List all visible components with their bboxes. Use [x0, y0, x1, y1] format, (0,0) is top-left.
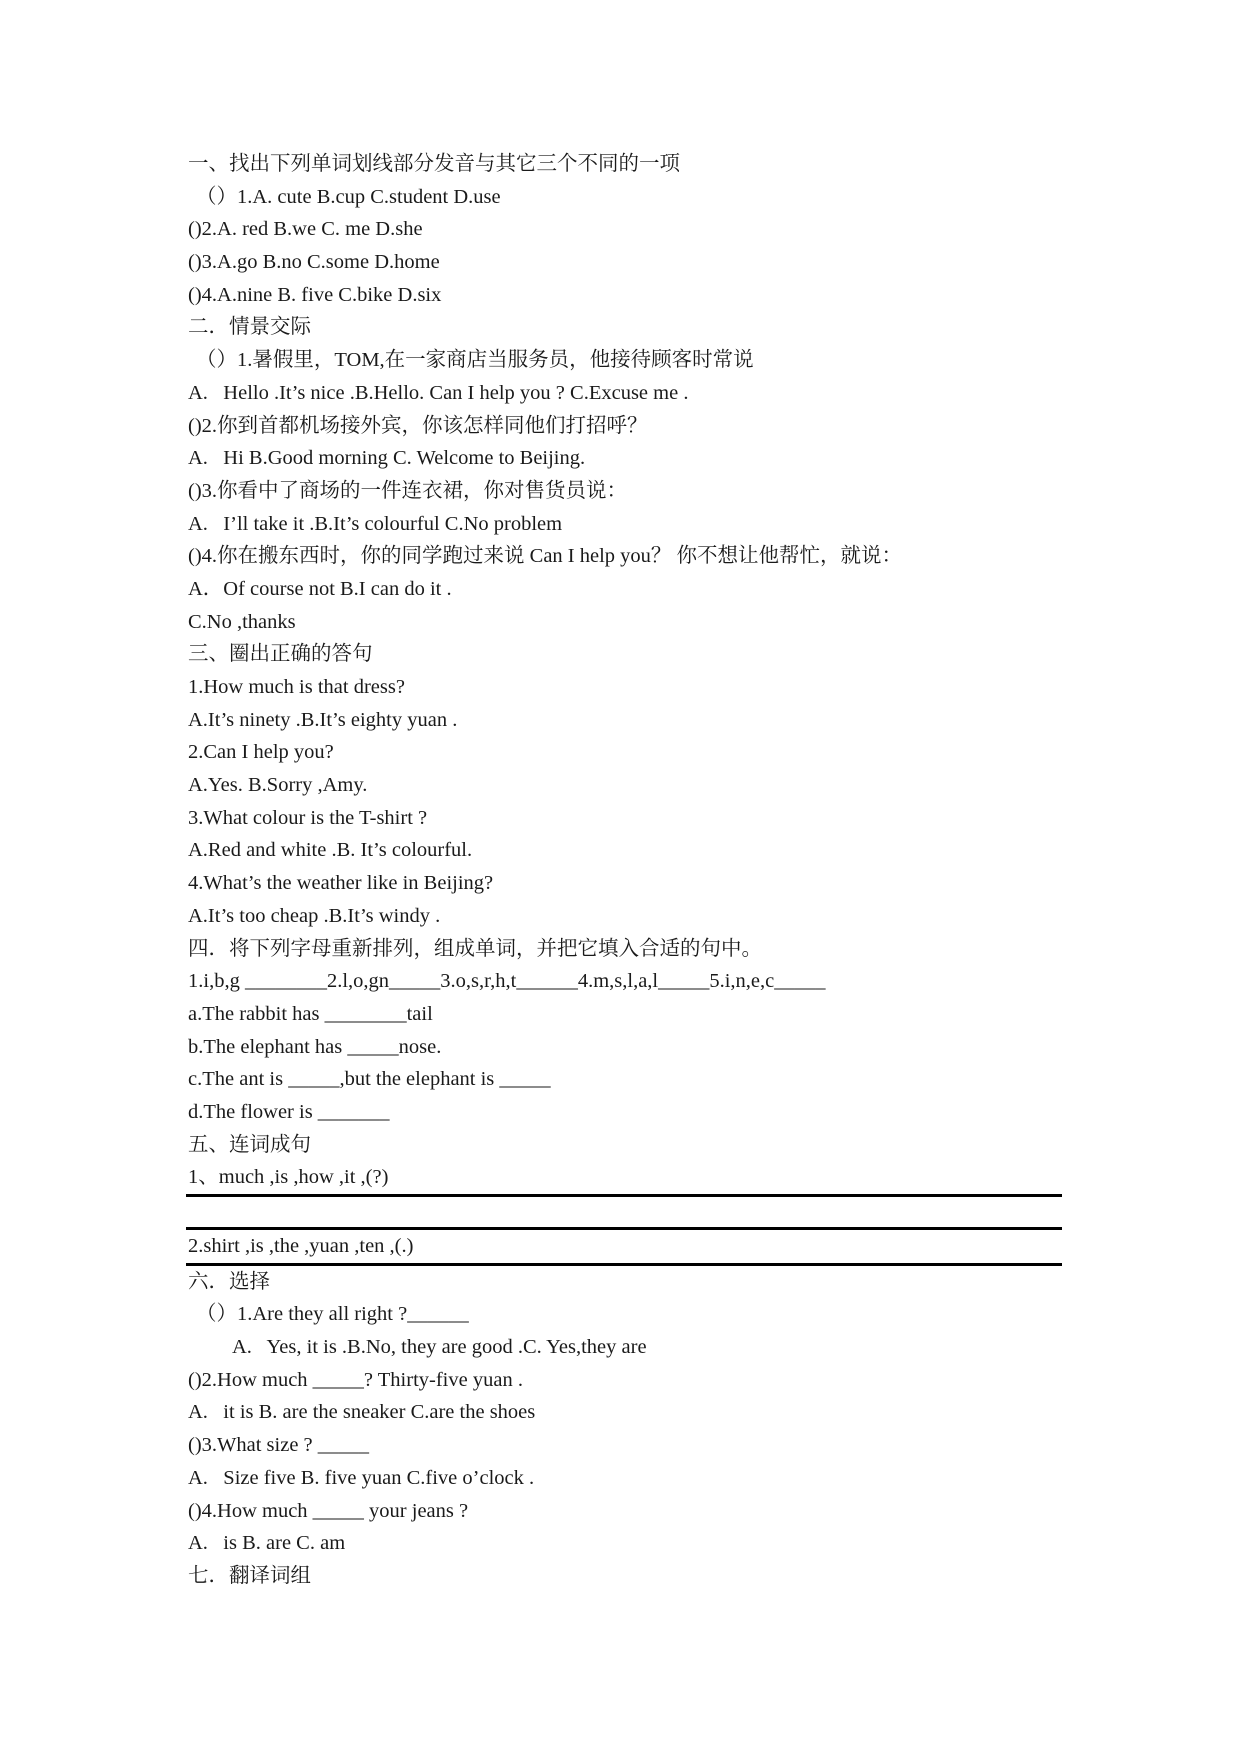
option-line: A.It’s too cheap .B.It’s windy . [188, 904, 441, 927]
question-line: ()3.A.go B.no C.some D.home [188, 251, 440, 274]
question-line: ()4.你在搬东西时，你的同学跑过来说 Can I help you？ 你不想让他帮忙，就说： [188, 545, 903, 568]
worksheet [188, 148, 1068, 1593]
section-5-title: 五、连词成句 [188, 1133, 311, 1156]
fill-blank-sentence: d.The flower is _______ [188, 1100, 390, 1123]
question-line: ()2.你到首都机场接外宾，你该怎样同他们打招呼？ [188, 414, 648, 437]
question-line: ()3.你看中了商场的一件连衣裙，你对售货员说： [188, 479, 628, 502]
question-line: ()2.How much _____? Thirty-five yuan . [188, 1368, 523, 1391]
question-line: ()4.How much _____ your jeans ? [188, 1499, 469, 1522]
fill-blank-sentence: c.The ant is _____,but the elephant is _____ [188, 1068, 551, 1091]
option-line: A. Hi B.Good morning C. Welcome to Beijing. [188, 447, 586, 470]
answer-space [188, 1197, 1068, 1227]
scrambled-letters-line: 1.i,b,g ________2.l,o,gn_____3.o,s,r,h,t______4.m,s,l,a,l_____5.i,n,e,c_____ [188, 970, 826, 993]
question-line: 3.What colour is the T-shirt ? [188, 806, 428, 829]
question-line: ()3.What size ? _____ [188, 1434, 370, 1457]
section-2-title: 二．情景交际 [188, 316, 311, 339]
question-line: （）1.Are they all right ?______ [196, 1303, 469, 1326]
question-line: ()4.A.nine B. five C.bike D.six [188, 283, 442, 306]
option-line: A.Red and white .B. It’s colourful. [188, 839, 473, 862]
section-1-title: 一、找出下列单词划线部分发音与其它三个不同的一项 [188, 153, 680, 175]
word-order-question: 2.shirt ,is ,the ,yuan ,ten ,(.) [188, 1235, 414, 1257]
question-line: （）1.A. cute B.cup C.student D.use [196, 185, 501, 208]
option-line: A. it is B. are the sneaker C.are the shoes [188, 1401, 536, 1424]
option-line: A. Size five B. five yuan C.five o’clock . [188, 1466, 535, 1489]
section-4-title: 四．将下列字母重新排列，组成单词，并把它填入合适的句中。 [188, 937, 762, 960]
question-line: 1.How much is that dress? [188, 676, 405, 698]
fill-blank-sentence: a.The rabbit has ________tail [188, 1002, 433, 1025]
option-line: A.It’s ninety .B.It’s eighty yuan . [188, 708, 458, 731]
option-line: C.No ,thanks [188, 610, 296, 633]
question-line: ()2.A. red B.we C. me D.she [188, 218, 423, 241]
option-line: A.Yes. B.Sorry ,Amy. [188, 774, 368, 797]
section-6-title: 六．选择 [188, 1270, 270, 1293]
option-line: A. Hello .It’s nice .B.Hello. Can I help you ? C.Excuse me . [188, 381, 689, 404]
section-7-title: 七．翻译词组 [188, 1564, 311, 1587]
option-line: A. Yes, it is .B.No, they are good .C. Yes,they are [232, 1336, 647, 1359]
section-3-title: 三、圈出正确的答句 [188, 643, 373, 666]
option-line: A．Of course not B.I can do it . [188, 577, 452, 600]
fill-blank-sentence: b.The elephant has _____nose. [188, 1035, 442, 1058]
question-line: 4.What’s the weather like in Beijing? [188, 872, 494, 895]
question-line: （）1.暑假里，TOM,在一家商店当服务员，他接待顾客时常说 [196, 349, 754, 372]
word-order-question: 1、much ,is ,how ,it ,(?) [188, 1166, 389, 1189]
option-line: A. is B. are C. am [188, 1532, 346, 1555]
question-line: 2.Can I help you? [188, 741, 334, 764]
option-line: A. I’ll take it .B.It’s colourful C.No problem [188, 512, 563, 535]
